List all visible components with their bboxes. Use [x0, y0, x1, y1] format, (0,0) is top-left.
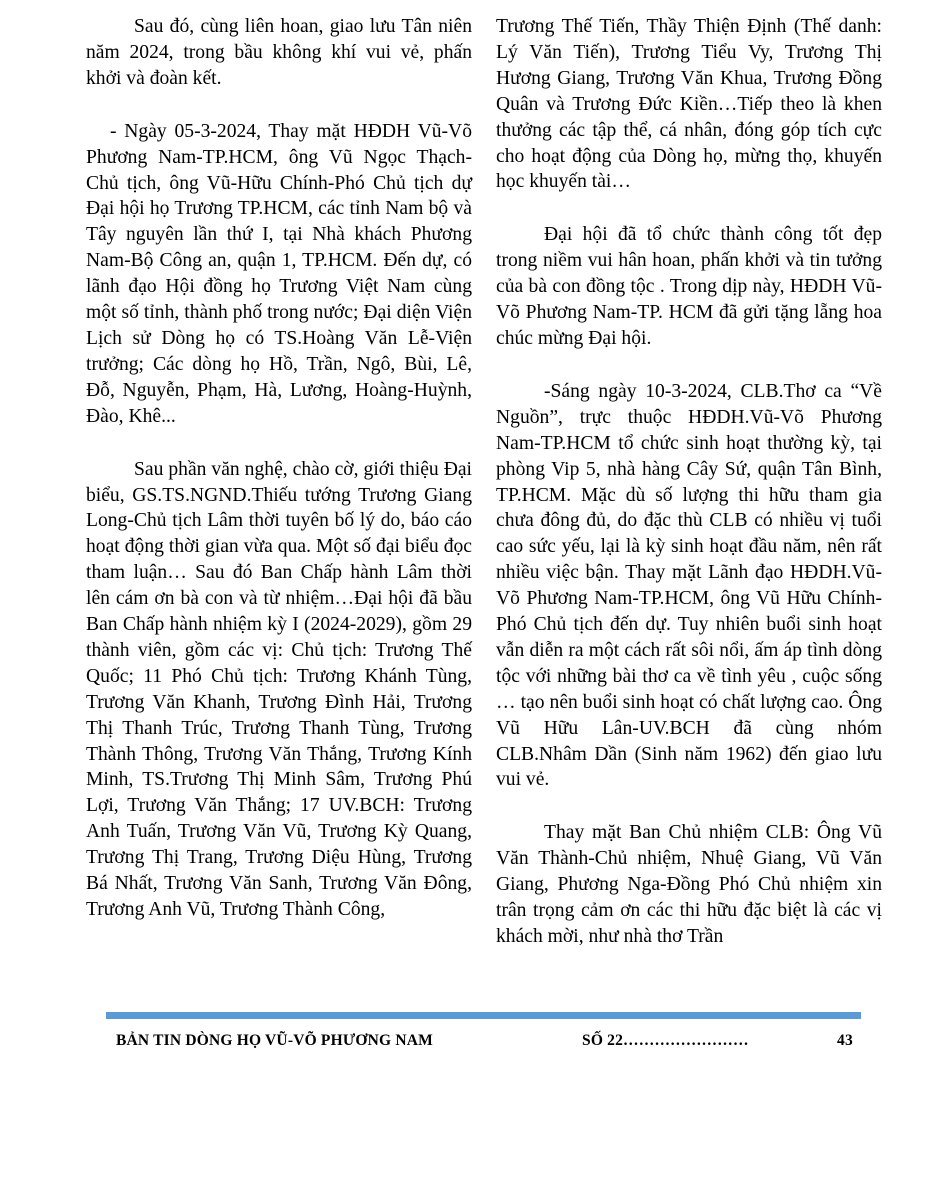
- paragraph-truong-congress: - Ngày 05-3-2024, Thay mặt HĐDH Vũ-Võ Phương Nam-TP.HCM, ông Vũ Ngọc Thạch-Chủ tịch, ông Vũ-Hữu Chính-Phó Chủ tịch dự Đại hội họ Trương TP.HCM, các tỉnh Nam bộ và Tây nguyên lần thứ I, tại Nhà khách Phương Nam-Bộ Công an, quận 1, TP.HCM. Đến dự, có lãnh đạo Hội đồng họ Trương Việt Nam cùng một số tỉnh, thành phố trong nước; Đại diện Viện Lịch sử Dòng họ có TS.Hoàng Văn Lễ-Viện trưởng; Các dòng họ Hồ, Trần, Ngô, Bùi, Lê, Đỗ, Nguyễn, Phạm, Hà, Lương, Hoàng-Huỳnh, Đào, Khê...: [86, 120, 472, 427]
- paragraph-poetry-club-meeting: -Sáng ngày 10-3-2024, CLB.Thơ ca “Về Nguồn”, trực thuộc HĐDH.Vũ-Võ Phương Nam-TP.HCM tổ chức sinh hoạt thường kỳ, tại phòng Vip 5, nhà hàng Cây Sứ, quận Tân Bình, TP.HCM. Mặc dù số lượng thi hữu tham gia chưa đông đủ, do đặc thù CLB có nhiều vị tuổi cao sức yếu, lại là kỳ sinh hoạt đầu năm, nên rất nhiều việc bận. Thay mặt Lãnh đạo HĐDH.Vũ-Võ Phương Nam-TP.HCM, ông Vũ Hữu Chính-Phó Chủ tịch đến dự. Tuy nhiên buổi sinh hoạt vẫn diễn ra một cách rất sôi nổi, ấm áp tình dòng tộc với những bài thơ ca về tình yêu , cuộc sống … tạo nên buổi sinh hoạt có chất lượng cao. Ông Vũ Hữu Lân-UV.BCH đã cùng nhóm CLB.Nhâm Dần (Sinh năm 1962) đến giao lưu vui vẻ.: [496, 380, 882, 791]
- footer-page-number: 43: [837, 1032, 853, 1049]
- paragraph-congress-proceedings: Sau phần văn nghệ, chào cờ, giới thiệu Đại biểu, GS.TS.NGND.Thiếu tướng Trương Giang Long-Chủ tịch Lâm thời tuyên bố lý do, báo cáo hoạt động thời gian vừa qua. Một số đại biểu đọc tham luận… Sau đó Ban Chấp hành Lâm thời lên cám ơn bà con và từ nhiệm…Đại hội đã bầu Ban Chấp hành nhiệm kỳ I (2024-2029), gồm 29 thành viên, gồm các vị: Chủ tịch: Trương Thế Quốc; 11 Phó Chủ tịch: Trương Khánh Tùng, Trương Văn Khanh, Trương Đình Hải, Trương Thị Thanh Trúc, Trương Thanh Tùng, Trương Thành Thông, Trương Văn Thắng, Trương Kính Minh, TS.Trương Thị Minh Sâm, Trương Phú Lợi, Trương Văn Thắng; 17 UV.BCH: Trương Anh Tuấn, Trương Văn Vũ, Trương Kỳ Quang, Trương Thị Trang, Trương Diệu Hùng, Trương Bá Nhất, Trương Văn Sanh, Trương Văn Đông, Trương Anh Vũ, Trương Thành Công,: [86, 458, 472, 920]
- paragraph-tan-nien-party: Sau đó, cùng liên hoan, giao lưu Tân niên năm 2024, trong bầu không khí vui vẻ, phấn khởi và đoàn kết.: [86, 16, 472, 89]
- footer-publication-title: BẢN TIN DÒNG HỌ VŨ-VÕ PHƯƠNG NAM: [116, 1032, 433, 1049]
- footer-issue-number: SỐ 22……………………: [582, 1032, 749, 1049]
- left-column: [86, 14, 472, 950]
- footer-divider: [106, 1012, 861, 1019]
- paragraph-congress-success: Đại hội đã tổ chức thành công tốt đẹp trong niềm vui hân hoan, phấn khởi và tin tưởng của bà con đồng tộc . Trong dịp này, HĐDH Vũ-Võ Phương Nam-TP. HCM đã gửi tặng lẵng hoa chúc mừng Đại hội.: [496, 224, 882, 349]
- paragraph-committee-list-continued: Trương Thế Tiến, Thầy Thiện Định (Thế danh: Lý Văn Tiến), Trương Tiểu Vy, Trương Thị Hương Giang, Trương Văn Khua, Trương Đồng Quân và Trương Đức Kiền…Tiếp theo là khen thưởng các tập thể, cá nhân, đóng góp tích cực cho hoạt động của Dòng họ, mừng thọ, khuyến học khuyến tài…: [496, 16, 882, 193]
- right-column: [496, 14, 882, 977]
- paragraph-club-thanks: Thay mặt Ban Chủ nhiệm CLB: Ông Vũ Văn Thành-Chủ nhiệm, Nhuệ Giang, Vũ Văn Giang, Phương Nga-Đồng Phó Chủ nhiệm xin trân trọng cảm ơn các thi hữu đặc biệt là các vị khách mời, như nhà thơ Trần: [496, 822, 882, 947]
